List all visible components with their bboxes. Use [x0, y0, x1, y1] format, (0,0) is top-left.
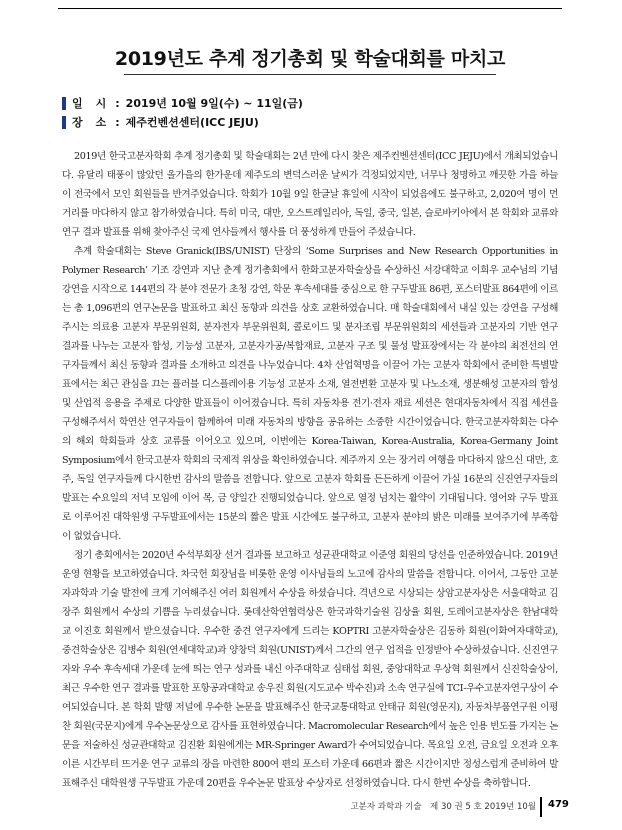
footer-divider	[540, 797, 542, 817]
event-info	[62, 95, 562, 133]
top-rule	[58, 8, 562, 9]
journal-info: 고분자 과학과 기술 제 30 권 5 호 2019년 10월	[350, 802, 536, 812]
paragraph-academic-sessions: 추계 학술대회는 Steve Granick(IBS/UNIST) 단장의 ‘Some Surprises and New Research Opportunities in Polymer Research’ 기조 강연과 지난 춘계 정기총회에서 한화고분자학술상을 수상하신 서강대학교 이희우 교수님의 기념 강연을 시작으로 144편의 각 분야 전문가 초청 강연, 학문 후속세대를 중심으로 한 구두발표 86편, 포스터발표 864편에 이르는 총 1,096편의 연구논문을 발표하고 최신 동향과 의견을 상호 교환하였습니다. 매 학술대회에서 내실 있는 강연을 구성해주시는 의료용 고분자 부문위원회, 분자전자 부문위원회, 콜로이드 및 분자조립 부문위원회의 세션들과 고분자의 기반 연구 결과를 나누는 고분자 합성, 기능성 고분자, 고분자가공/복합재료, 고분자 구조 및 물성 발표장에서는 각 분야의 최전선의 연구자들께서 최신 동향과 결과를 소개하고 의견을 나누었습니다. 4차 산업혁명을 이끌어 가는 고분자 학회에서 준비한 특별발표에서는 최근 관심을 끄는 플러블 디스플레이용 기능성 고분자 소재, 열전변환 고분자 및 나노소재, 생분해성 고분자의 합성 및 산업적 응용을 주제로 다양한 발표들이 이어졌습니다. 특히 자동차용 전기·전자 재료 세션은 현대자동차에서 직접 세션을 구성해주셔서 학연산 연구자들이 함께하여 미래 자동차의 방향을 공유하는 소중한 시간이었습니다. 한국고분자학회는 다수의 해외 학회들과 상호 교류를 이어오고 있으며, 이번에는 Korea-Taiwan, Korea-Australia, Korea-Germany Joint Symposium에서 한국고분자 학회의 국제적 위상을 확인하였습니다. 제주까지 오는 장거리 여행을 마다하지 않으신 대만, 호주, 독일 연구자들께 다시한번 감사의 말씀을 전합니다. 앞으로 고분자 학회를 든든하게 이끌어 가실 16분의 신진연구자들의 발표는 수요일의 저녁 모임에 이어 목, 금 양일간 진행되었습니다. 앞으로 열정 넘치는 활약이 기대됩니다. 영어와 구두 발표로 이루어진 대학원생 구두발표에서는 15분의 짧은 발표 시간에도 불구하고, 고분자 분야의 밝은 미래를 보여주기에 부족함이 없었습니다.	[62, 246, 558, 542]
place-label: 장 소	[72, 116, 108, 129]
colon: :	[115, 96, 120, 110]
colon: :	[115, 115, 120, 129]
bullet-bar-icon	[62, 97, 66, 110]
date-value: 2019년 10월 9일(수) ~ 11일(금)	[125, 97, 303, 110]
page-title: 2019년도 추계 정기총회 및 학술대회를 마치고	[114, 48, 506, 70]
page-footer	[0, 796, 622, 820]
paragraph-general-meeting: 정기 총회에서는 2020년 수석부회장 선거 결과를 보고하고 성균관대학교 이준영 회원의 당선을 인준하였습니다. 2019년 운영 현황을 보고하였습니다. 차국헌 회장님을 비롯한 운영 이사님들의 노고에 감사의 말씀을 전합니다. 이어서, 그동안 고분자과학과 기술 발전에 크게 기여해주신 여러 회원께서 수상을 하셨습니다. 격년으로 시상되는 상암고분자상은 서울대학교 김장주 회원께서 수상의 기쁨을 누리셨습니다. 롯데산학연협력상은 한국과학기술원 김상율 회원, 도레이고분자상은 한남대학교 이진호 회원께서 받으셨습니다. 우수한 중견 연구자에게 드리는 KOPTRI 고분자학술상은 김동하 회원(이화여자대학교), 중견학술상은 김병수 회원(연세대학교)과 양창덕 회원(UNIST)께서 그간의 연구 업적을 인정받아 수상하셨습니다. 신진연구자와 우수 후속세대 가운데 눈에 띄는 연구 성과를 내신 아주대학교 심태섭 회원, 중앙대학교 우상혁 회원께서 신진학술상이, 최근 우수한 연구 결과를 발표한 포항공과대학교 송우진 회원(지도교수 박수진)과 소속 연구실에 TCI-우수고분자연구상이 수여되었습니다. 본 학회 발행 저널에 우수한 논문을 발표해주신 한국교통대학교 안태규 회원(영문지), 자동차부품연구원 이평찬 회원(국문지)에게 우수논문상으로 감사를 표현하였습니다. Macromolecular Research에서 높은 인용 빈도를 가지는 논문을 저술하신 성균관대학교 김진환 회원에게는 MR-Springer Award가 수여되었습니다. 목요일 오전, 금요일 오전과 오후 이른 시간부터 뜨거운 연구 교류의 장을 마련한 800여 편의 포스터 가운데 66편과 짧은 시간이지만 정성스럽게 준비하여 발표해주신 대학원생 구두발표 가운데 20편을 우수논문 발표상 수상자로 선정하였습니다. 다시 한번 수상을 축하합니다.	[62, 550, 558, 789]
paragraph-intro: 2019년 한국고분자학회 추계 정기총회 및 학술대회는 2년 만에 다시 찾은 제주컨벤션센터(ICC JEJU)에서 개최되었습니다. 유달리 태풍이 많았던 올가을의 한가운데 제주도의 변덕스러운 날씨가 걱정되었지만, 너무나 청명하고 깨끗한 가을 하늘이 전국에서 모인 회원들을 반겨주었습니다. 학회가 10월 9일 한글날 휴일에 시작이 되었음에도 불구하고, 2,020여 명이 먼 거리를 마다하지 않고 참가하였습니다. 특히 미국, 대만, 오스트레일리아, 독일, 중국, 일본, 슬로바키아에서 본 학회와 교류와 연구 결과 발표를 위해 찾아주신 국제 연사들께서 행사를 더 풍성하게 만들어 주셨습니다.	[62, 151, 558, 238]
article-body	[62, 147, 558, 793]
place-value: 제주컨벤션센터(ICC JEJU)	[125, 116, 259, 129]
bullet-bar-icon	[62, 116, 66, 129]
title-underline	[124, 74, 496, 75]
page-number: 479	[548, 799, 569, 810]
place-row	[62, 114, 562, 130]
date-label: 일 시	[72, 97, 108, 110]
date-row	[62, 95, 562, 111]
